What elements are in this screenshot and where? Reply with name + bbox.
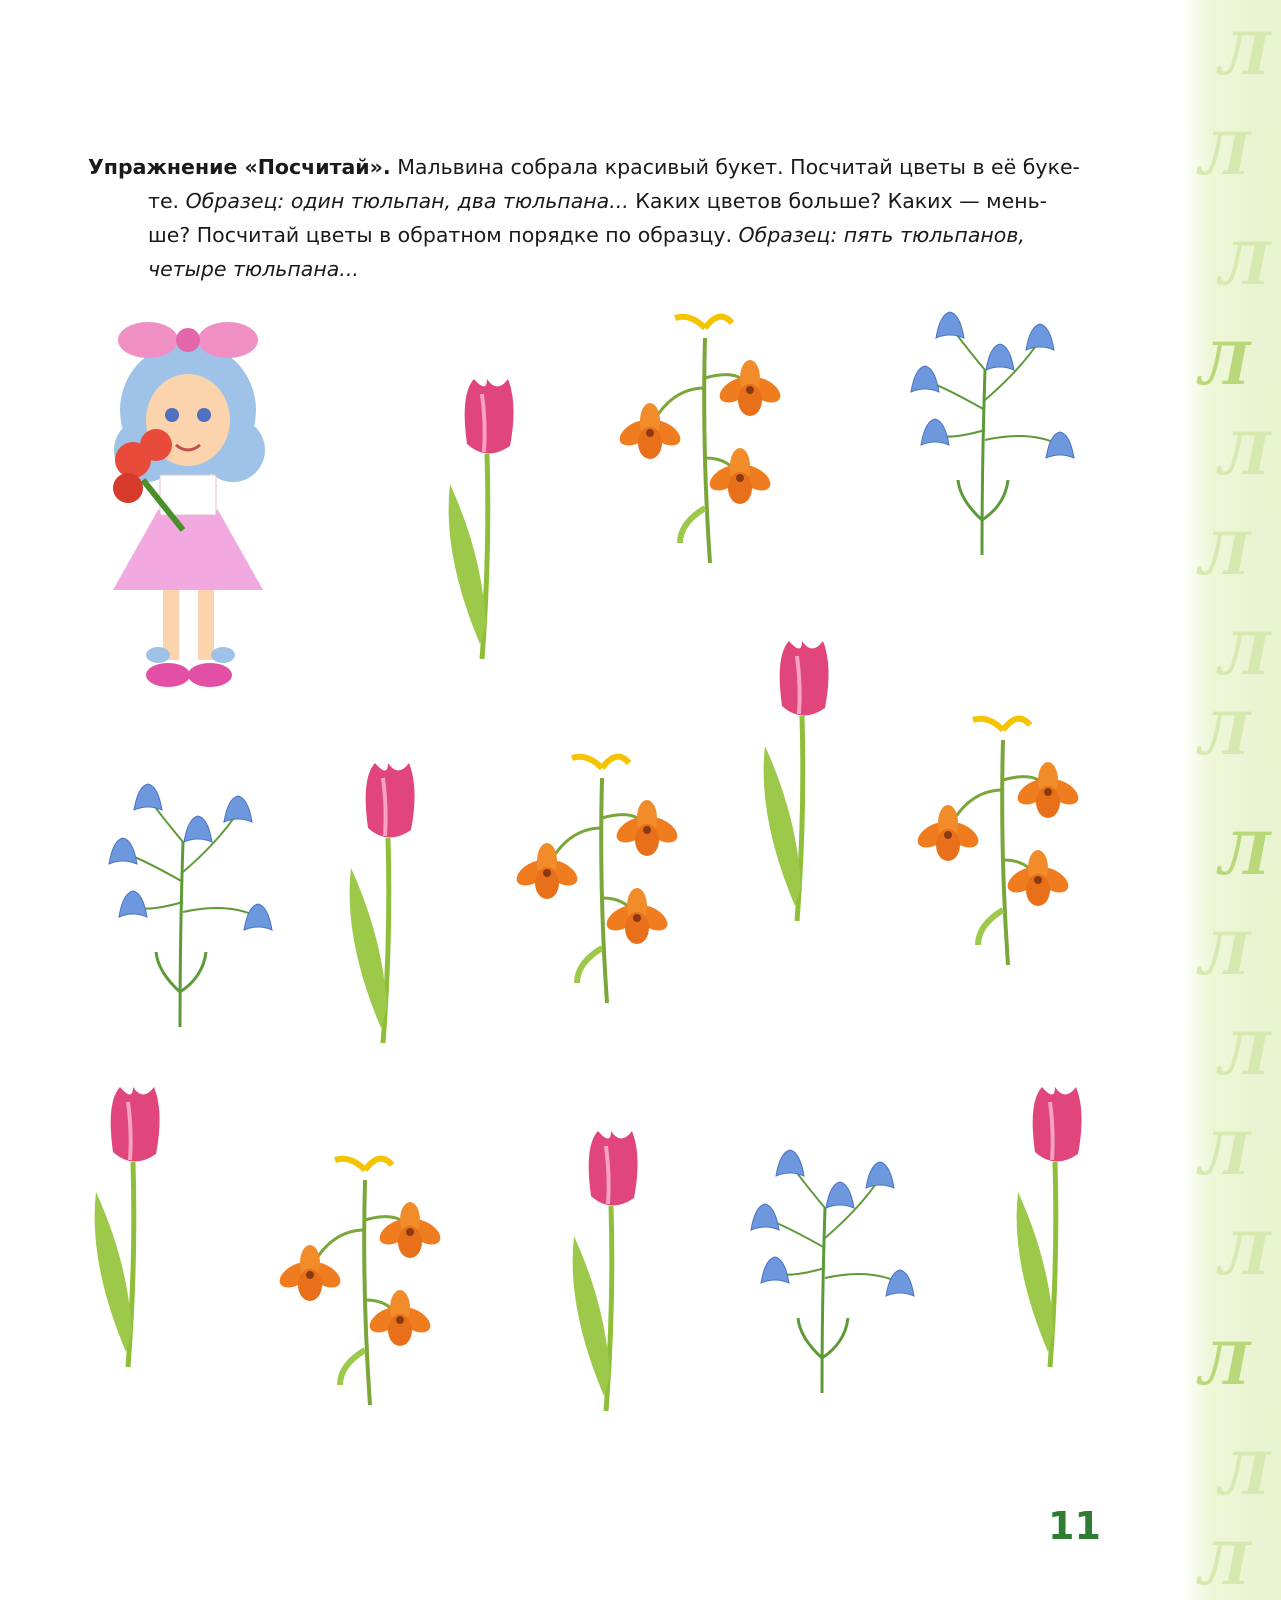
side-letter-decoration: Л <box>1219 1020 1271 1088</box>
side-letter-decoration: Л <box>1219 20 1271 88</box>
side-letter-decoration: Л <box>1219 820 1271 888</box>
decorative-letter-strip <box>1181 0 1281 1600</box>
bellflower-icon <box>88 782 278 1036</box>
instruction-text-1: Мальвина собрала красивый букет. Посчитай цветы в её буке- <box>390 155 1080 179</box>
sample-text-2: Образец: пять тюльпанов, <box>738 223 1025 247</box>
side-letter-decoration: Л <box>1199 1120 1251 1188</box>
tulip-icon <box>566 1126 656 1420</box>
lily-icon <box>610 308 790 572</box>
girl-with-bouquet-illustration <box>88 310 288 710</box>
tulip-icon <box>88 1082 178 1376</box>
side-letter-decoration: Л <box>1199 520 1251 588</box>
side-letter-decoration: Л <box>1199 330 1251 398</box>
exercise-title: Упражнение «Посчитай». <box>88 155 391 179</box>
side-letter-decoration: Л <box>1199 920 1251 988</box>
instruction-text-3: Каких цветов больше? Каких — мень- <box>628 189 1048 213</box>
instruction-text-4: ше? Посчитай цветы в обратном порядке по образцу. <box>148 223 739 247</box>
side-letter-decoration: Л <box>1219 230 1271 298</box>
side-letter-decoration: Л <box>1219 1220 1271 1288</box>
side-letter-decoration: Л <box>1219 1440 1271 1508</box>
side-letter-decoration: Л <box>1199 120 1251 188</box>
exercise-instructions <box>88 150 1116 286</box>
sample-text-3: четыре тюльпана... <box>148 257 359 281</box>
side-letter-decoration: Л <box>1199 1330 1251 1398</box>
bellflower-icon <box>730 1148 920 1402</box>
side-letter-decoration: Л <box>1219 620 1271 688</box>
bellflower-icon <box>890 310 1080 564</box>
side-letter-decoration: Л <box>1199 700 1251 768</box>
tulip-icon <box>343 758 433 1052</box>
instruction-text-2: те. <box>148 189 186 213</box>
side-letter-decoration: Л <box>1219 420 1271 488</box>
tulip-icon <box>442 374 532 668</box>
tulip-icon <box>1010 1082 1100 1376</box>
lily-icon <box>270 1150 450 1414</box>
lily-icon <box>908 710 1088 974</box>
tulip-icon <box>757 636 847 930</box>
page-number: 11 <box>1048 1504 1101 1548</box>
lily-icon <box>507 748 687 1012</box>
side-letter-decoration: Л <box>1199 1530 1251 1598</box>
sample-text-1: Образец: один тюльпан, два тюльпана... <box>185 189 629 213</box>
